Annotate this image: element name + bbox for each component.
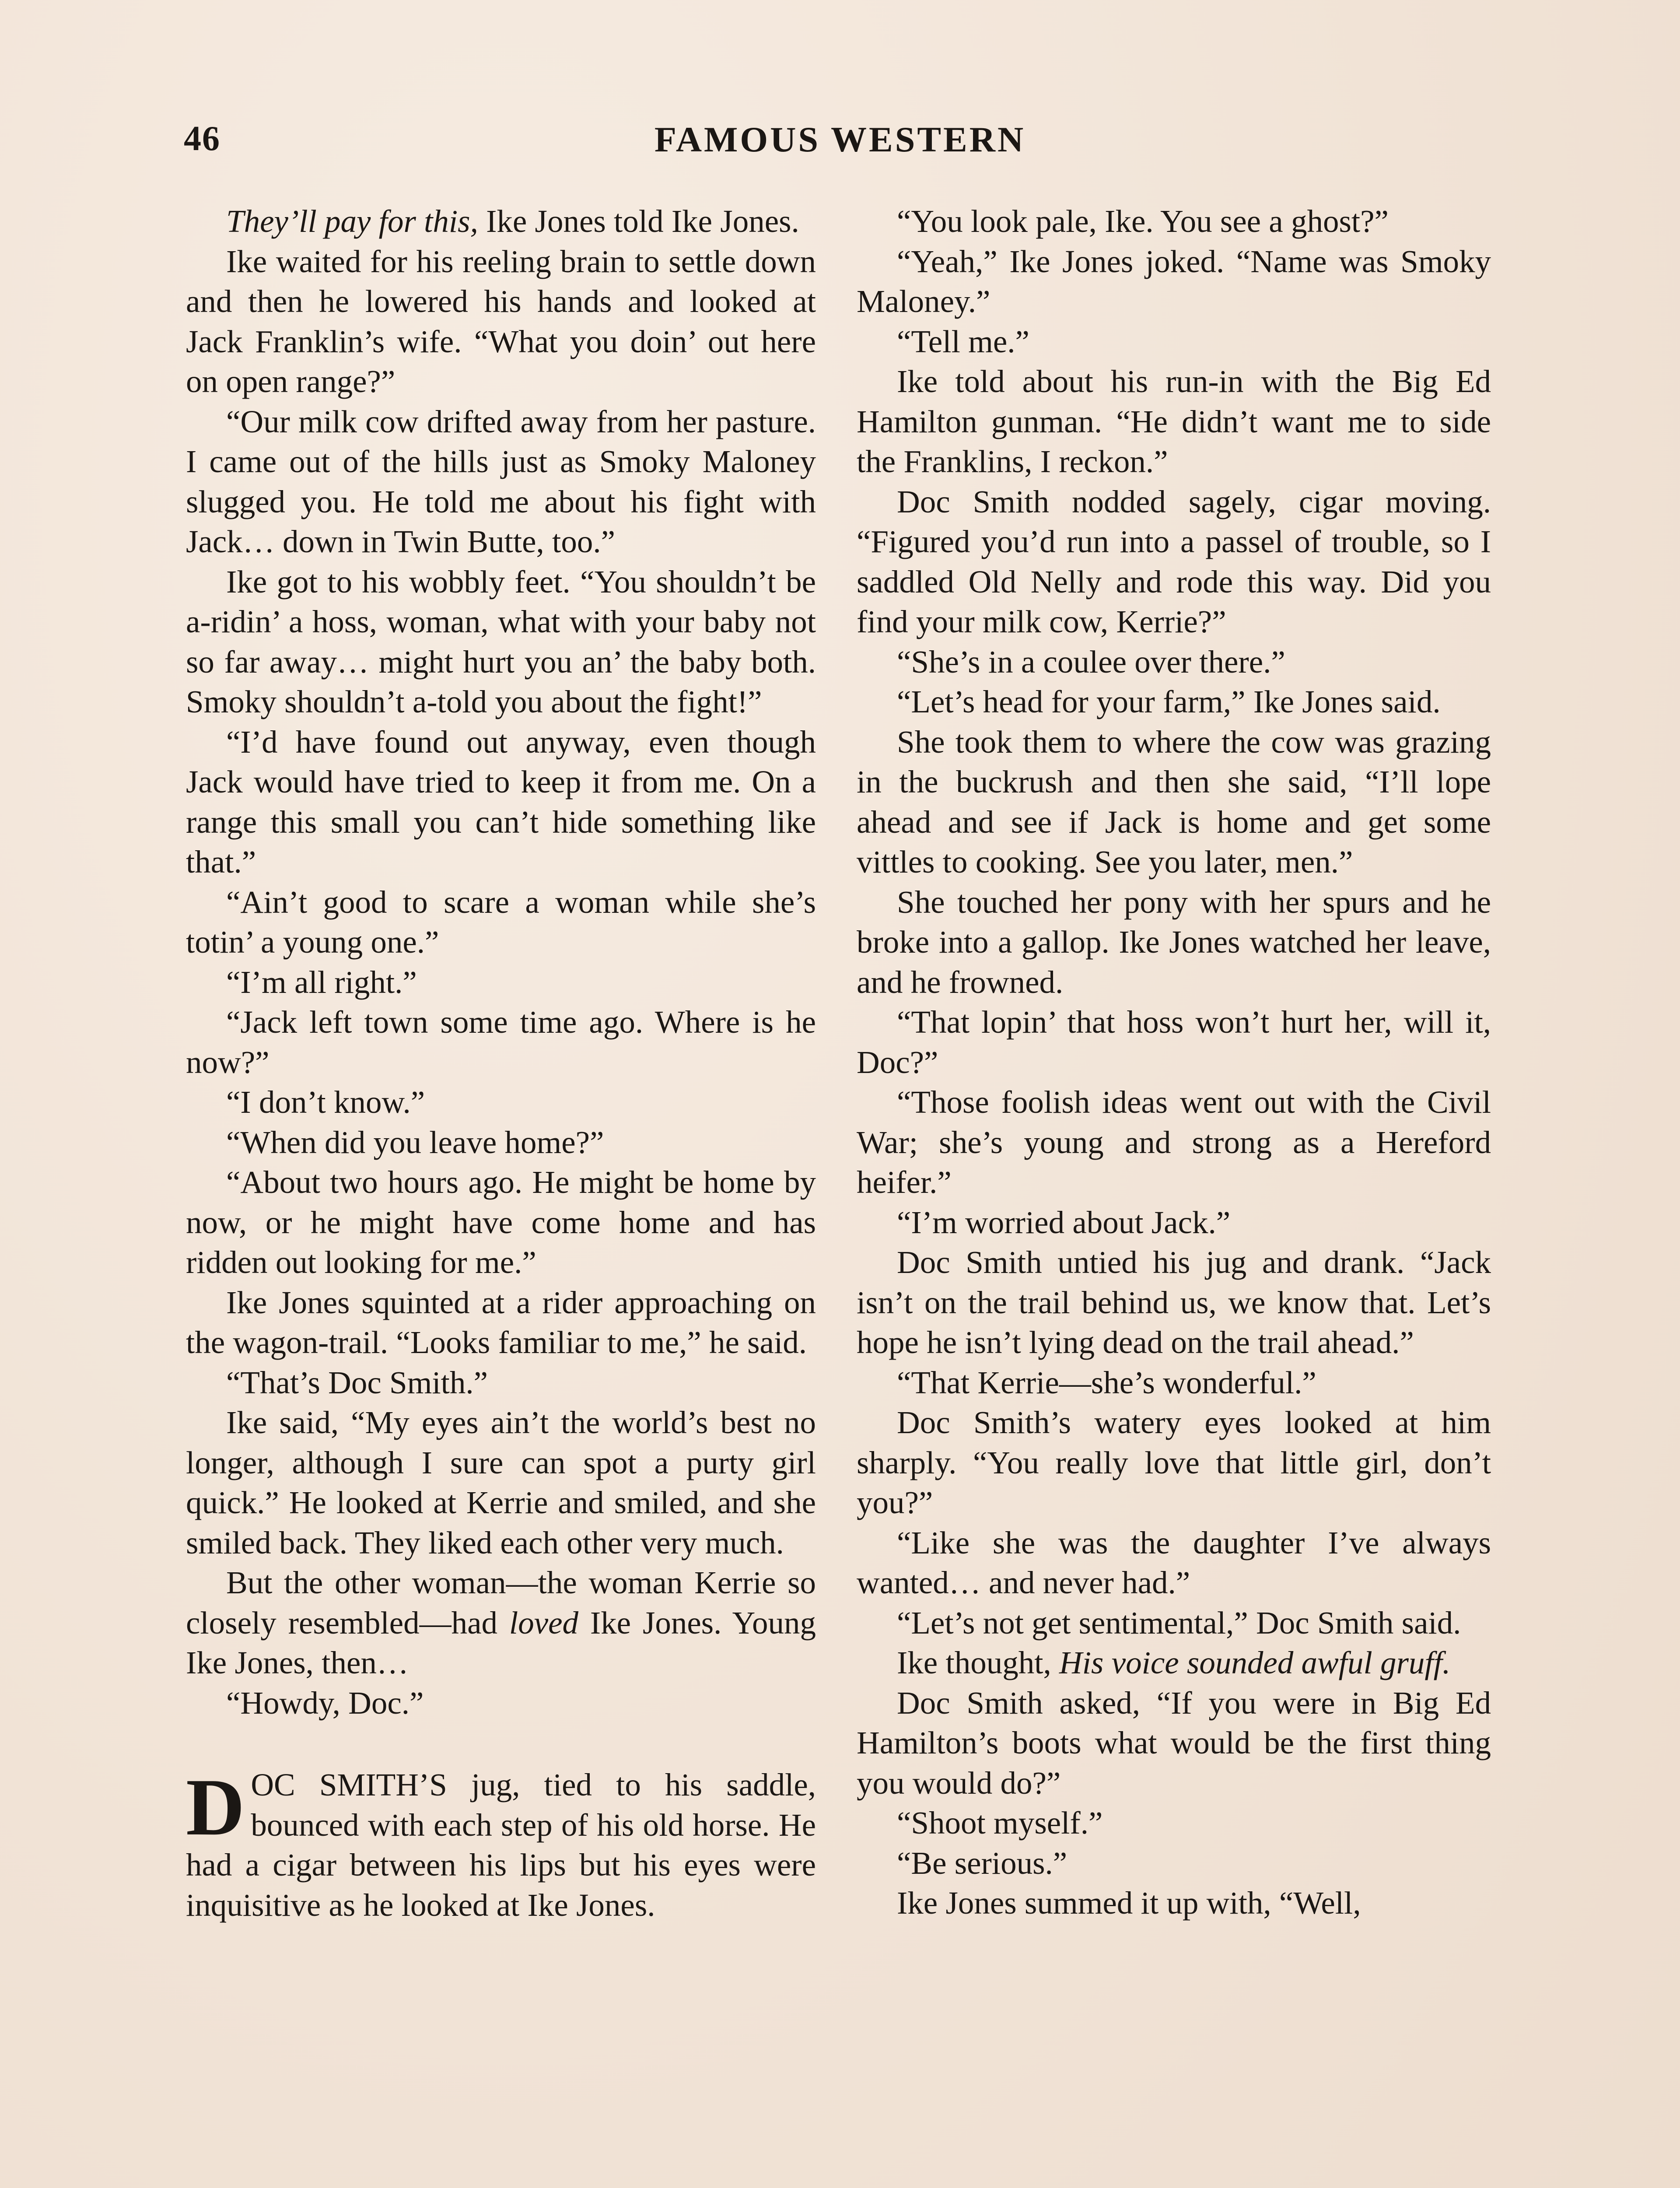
- text-run: “Let’s not get sentimental,” Doc Smith said.: [897, 1605, 1461, 1641]
- paragraph: [857, 1403, 1491, 1523]
- text-run: “Howdy, Doc.”: [226, 1685, 424, 1721]
- paragraph: [186, 1563, 816, 1683]
- text-run: “Ain’t good to scare a woman while she’s totin’ a young one.”: [186, 884, 816, 960]
- text-run: “I’m worried about Jack.”: [897, 1204, 1231, 1240]
- drop-cap: D: [186, 1762, 245, 1852]
- text-run: “I don’t know.”: [226, 1084, 425, 1120]
- paragraph: [857, 1363, 1491, 1403]
- text-run: “Like she was the daughter I’ve always wanted… and never had.”: [857, 1525, 1491, 1600]
- text-run: “Tell me.”: [897, 323, 1029, 359]
- italic-text: His voice sounded awful gruff.: [1059, 1645, 1451, 1680]
- paragraph: [186, 1082, 816, 1122]
- paragraph: [186, 1122, 816, 1163]
- italic-text: They’ll pay for this,: [226, 203, 478, 239]
- paragraph: [857, 1002, 1491, 1082]
- text-run: “Yeah,” Ike Jones joked. “Name was Smoky Maloney.”: [857, 243, 1491, 319]
- text-run: Doc Smith nodded sagely, cigar moving. “Figured you’d run into a passel of trouble, so I saddled Old Nelly and rode this way. Did you find your milk cow, Kerrie?”: [857, 484, 1491, 639]
- text-run: Doc Smith untied his jug and drank. “Jack isn’t on the trail behind us, we know that. Let’s hope he isn’t lying dead on the trail ahead.”: [857, 1245, 1491, 1360]
- left-column: [186, 201, 816, 1925]
- paragraph: [857, 1523, 1491, 1603]
- paragraph: [186, 562, 816, 722]
- paragraph: [186, 1403, 816, 1563]
- text-run: “Be serious.”: [897, 1845, 1068, 1881]
- text-run: “I’m all right.”: [226, 964, 417, 1000]
- paragraph: [857, 1843, 1491, 1883]
- text-run: “You look pale, Ike. You see a ghost?”: [897, 203, 1389, 239]
- paragraph: [186, 1283, 816, 1363]
- text-run: Ike thought,: [897, 1645, 1060, 1680]
- text-run: “I’d have found out anyway, even though Jack would have tried to keep it from me. On a range this small you can’t hide something like that.”: [186, 724, 816, 880]
- paragraph: [857, 722, 1491, 882]
- text-run: “Let’s head for your farm,” Ike Jones said.: [897, 684, 1441, 719]
- paragraph: [186, 242, 816, 402]
- text-run: “Those foolish ideas went out with the Civil War; she’s young and strong as a Hereford heifer.”: [857, 1084, 1491, 1200]
- text-run: “When did you leave home?”: [226, 1124, 604, 1160]
- text-run: Ike said, “My eyes ain’t the world’s best no longer, although I sure can spot a purty girl quick.” He looked at Kerrie and smiled, and she smiled back. They liked each other very much.: [186, 1405, 816, 1560]
- text-run: “Shoot myself.”: [897, 1805, 1103, 1841]
- page-header: [184, 119, 1496, 167]
- text-run: “That Kerrie—she’s wonderful.”: [897, 1364, 1316, 1400]
- paragraph: [186, 962, 816, 1003]
- text-run: “About two hours ago. He might be home by now, or he might have come home and has ridden out looking for me.”: [186, 1164, 816, 1280]
- paragraph: [186, 1683, 816, 1723]
- text-run: Ike Jones told Ike Jones.: [478, 203, 799, 239]
- paragraph: [186, 882, 816, 962]
- text-run: Ike Jones summed it up with, “Well,: [897, 1885, 1361, 1921]
- paragraph: [857, 1242, 1491, 1363]
- paragraph: [186, 1363, 816, 1403]
- paragraph: [857, 482, 1491, 642]
- paragraph: [186, 1002, 816, 1082]
- paragraph: [857, 1643, 1491, 1683]
- paragraph: [857, 1203, 1491, 1243]
- text-run: “That lopin’ that hoss won’t hurt her, will it, Doc?”: [857, 1004, 1491, 1080]
- text-run: “Jack left town some time ago. Where is he now?”: [186, 1004, 816, 1080]
- page-number: 46: [184, 119, 220, 158]
- paragraph: [857, 1803, 1491, 1843]
- paragraph: [857, 242, 1491, 322]
- text-run: “Our milk cow drifted away from her pasture. I came out of the hills just as Smoky Maloney slugged you. He told me about his fight with Jack… down in Twin Butte, too.”: [186, 403, 816, 559]
- italic-text: loved: [509, 1605, 578, 1641]
- text-run: Doc Smith’s watery eyes looked at him sharply. “You really love that little girl, don’t you?”: [857, 1405, 1491, 1520]
- text-run: “That’s Doc Smith.”: [226, 1364, 488, 1400]
- paragraph: [857, 682, 1491, 722]
- text-run: Doc Smith asked, “If you were in Big Ed Hamilton’s boots what would be the first thing you would do?”: [857, 1685, 1491, 1801]
- paragraph: [186, 201, 816, 242]
- paragraph: [857, 1082, 1491, 1203]
- text-run: Ike Jones squinted at a rider approaching on the wagon-trail. “Looks familiar to me,” he said.: [186, 1284, 816, 1360]
- text-run: Ike got to his wobbly feet. “You shouldn’t be a-ridin’ a hoss, woman, what with your baby not so far away… might hurt you an’ the baby both. Smoky shouldn’t a-told you about the fight!”: [186, 564, 816, 719]
- paragraph: [857, 1883, 1491, 1923]
- paragraph: [857, 322, 1491, 362]
- right-column: [857, 201, 1491, 1923]
- text-run: She touched her pony with her spurs and he broke into a gallop. Ike Jones watched her leave, and he frowned.: [857, 884, 1491, 1000]
- paragraph: [857, 1683, 1491, 1803]
- paragraph: [857, 642, 1491, 682]
- text-run: Ike told about his run-in with the Big Ed Hamilton gunman. “He didn’t want me to side the Franklins, I reckon.”: [857, 364, 1491, 479]
- text-run: Ike Jones. Young Ike Jones, then…: [186, 1605, 816, 1680]
- text-run: But the other woman—the woman Kerrie so closely resembled—had: [186, 1565, 816, 1641]
- paragraph: [857, 361, 1491, 482]
- text-run: OC SMITH’S jug, tied to his saddle, bounced with each step of his old horse. He had a cigar between his lips but his eyes were inquisitive as he looked at Ike Jones.: [186, 1767, 816, 1923]
- paragraph: [186, 1162, 816, 1283]
- running-title: FAMOUS WESTERN: [654, 119, 1026, 159]
- paragraph: [186, 402, 816, 562]
- text-run: “She’s in a coulee over there.”: [897, 644, 1285, 680]
- text-run: She took them to where the cow was grazing in the buckrush and then she said, “I’ll lope ahead and see if Jack is home and get some vittles to cooking. See you later, men.”: [857, 724, 1491, 880]
- paragraph: [857, 201, 1491, 242]
- paragraph: [186, 1762, 816, 1925]
- paragraph: [186, 722, 816, 882]
- paragraph: [857, 882, 1491, 1003]
- text-run: Ike waited for his reeling brain to settle down and then he lowered his hands and looked at Jack Franklin’s wife. “What you doin’ out here on open range?”: [186, 243, 816, 399]
- paragraph: [857, 1603, 1491, 1643]
